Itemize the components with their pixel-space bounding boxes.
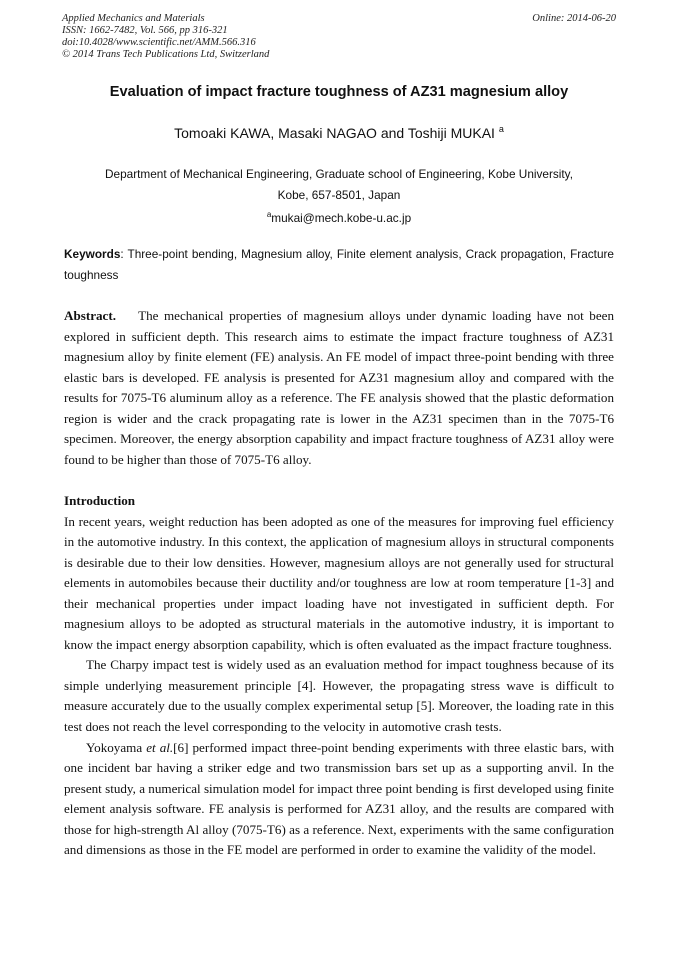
intro-paragraph-1: In recent years, weight reduction has been adopted as one of the measures for improving fuel efficiency in the automotive industry. In this context, the application of magnesium alloys in structural components is desirable due to their low densities. However, magnesium alloys are not generally used for structural elements in automobiles because their ductility and/or toughness are low at room temperature [1-3] and their mechanical properties under impact loading have not investigated in sufficient depth. For magnesium alloys to be adopted as structural materials in the automotive industry, it is important to know the impact energy absorption capability, which is often evaluated as the impact fracture toughness. xyxy=(64,513,614,652)
author-email xyxy=(0,205,678,229)
affiliation-line-2: Kobe, 657-8501, Japan xyxy=(277,187,401,202)
keywords xyxy=(64,244,614,285)
journal-issn: ISSN: 1662-7482, Vol. 566, pp 316-321 xyxy=(62,25,228,36)
intro-p3-rest: [6] performed impact three-point bending experiments with three elastic bars, with one incident bar having a striker edge and two transmission bars set up as a supporting anvil. In the present study, a numerical simulation model for impact three point bending is first developed using finite element analysis software. FE analysis is performed for AZ31 alloy, and the results are compared with those for high-strength Al alloy (7075-T6) as a reference. Next, experiments with the same configuration and dimensions as those in the FE model are performed in order to examine the validity of the model. xyxy=(64,739,614,858)
introduction-heading: Introduction xyxy=(64,493,136,508)
author-names: Tomoaki KAWA, Masaki NAGAO and Toshiji MUKAI xyxy=(174,125,495,141)
intro-p3-start: Yokoyama xyxy=(86,739,147,755)
keywords-label: Keywords xyxy=(64,247,121,261)
journal-copyright: © 2014 Trans Tech Publications Ltd, Switzerland xyxy=(62,49,270,60)
email-superscript: a xyxy=(266,210,272,219)
email-address: mukai@mech.kobe-u.ac.jp xyxy=(271,211,412,225)
affiliation xyxy=(0,164,678,229)
introduction-section xyxy=(64,491,614,861)
author-list xyxy=(0,124,678,141)
paper-title: Evaluation of impact fracture toughness of AZ31 magnesium alloy xyxy=(109,84,569,100)
journal-doi: doi:10.4028/www.scientific.net/AMM.566.316 xyxy=(62,37,256,48)
abstract-label: Abstract. xyxy=(64,308,116,323)
abstract-text: The mechanical properties of magnesium alloys under dynamic loading have not been explored in sufficient depth. This research aims to estimate the impact fracture toughness of AZ31 magnesium alloy by finite element (FE) analysis. An FE model of impact three-point bending with three elastic bars is developed. FE analysis is presented for AZ31 magnesium alloy and compared with the results for 7075-T6 aluminum alloy as a reference. The FE analysis showed that the plastic deformation region is wider and the crack propagating rate is lower in the AZ31 specimen than in the 7075-T6 specimen. Moreover, the energy absorption capability and impact fracture toughness of AZ31 alloy were found to be higher than those of 7075-T6 alloy. xyxy=(64,308,614,467)
intro-paragraph-2: The Charpy impact test is widely used as an evaluation method for impact toughness because of its simple underlying measurement principle [4]. However, the propagating stress wave is difficult to measure accurately due to the usually complex experimental setup [5]. Moreover, the loading rate in this test does not reach the level corresponding to the velocity in automotive crash tests. xyxy=(64,657,614,735)
intro-paragraph-3 xyxy=(64,738,614,861)
affiliation-line-1: Department of Mechanical Engineering, Graduate school of Engineering, Kobe University, xyxy=(105,167,573,181)
journal-name: Applied Mechanics and Materials xyxy=(62,13,205,24)
intro-p3-etal: et al. xyxy=(146,739,174,755)
author-superscript: a xyxy=(498,124,504,134)
journal-header xyxy=(62,13,616,61)
keywords-text: : Three-point bending, Magnesium alloy, Finite element analysis, Crack propagation, Fracture toughness xyxy=(64,247,614,282)
abstract xyxy=(64,306,614,470)
online-date: Online: 2014-06-20 xyxy=(532,13,616,24)
